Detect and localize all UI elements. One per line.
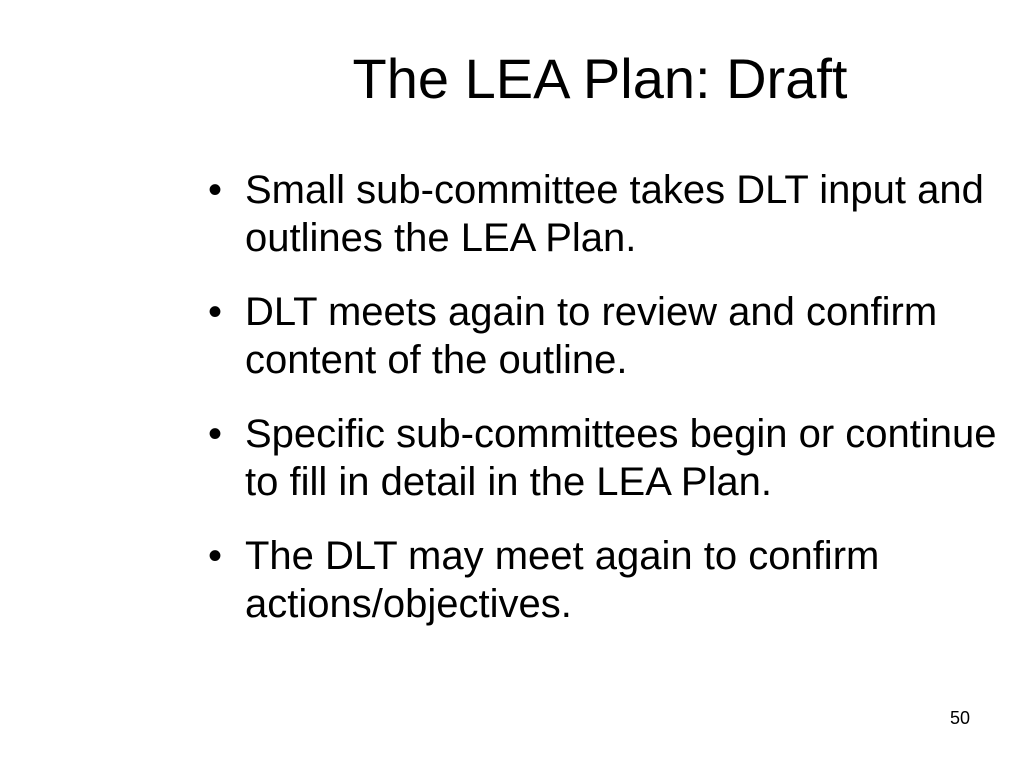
bullet-text: DLT meets again to review and confirm content of the outline.	[245, 290, 938, 382]
slide-number: 50	[949, 708, 971, 728]
bullet-list	[208, 166, 1008, 628]
bullet-text: The DLT may meet again to confirm actions/objectives.	[245, 534, 880, 626]
bullet-item	[208, 532, 1008, 628]
bullet-item	[208, 410, 1008, 506]
bullet-icon: •	[208, 290, 223, 334]
bullet-icon: •	[208, 534, 223, 578]
bullet-icon: •	[208, 168, 223, 212]
slide-title: The LEA Plan: Draft	[352, 47, 848, 110]
bullet-text: Specific sub-committees begin or continue to fill in detail in the LEA Plan.	[245, 412, 997, 504]
bullet-item	[208, 166, 1008, 262]
bullet-item	[208, 288, 1008, 384]
bullet-icon: •	[208, 412, 223, 456]
bullet-text: Small sub-committee takes DLT input and outlines the LEA Plan.	[245, 168, 984, 260]
